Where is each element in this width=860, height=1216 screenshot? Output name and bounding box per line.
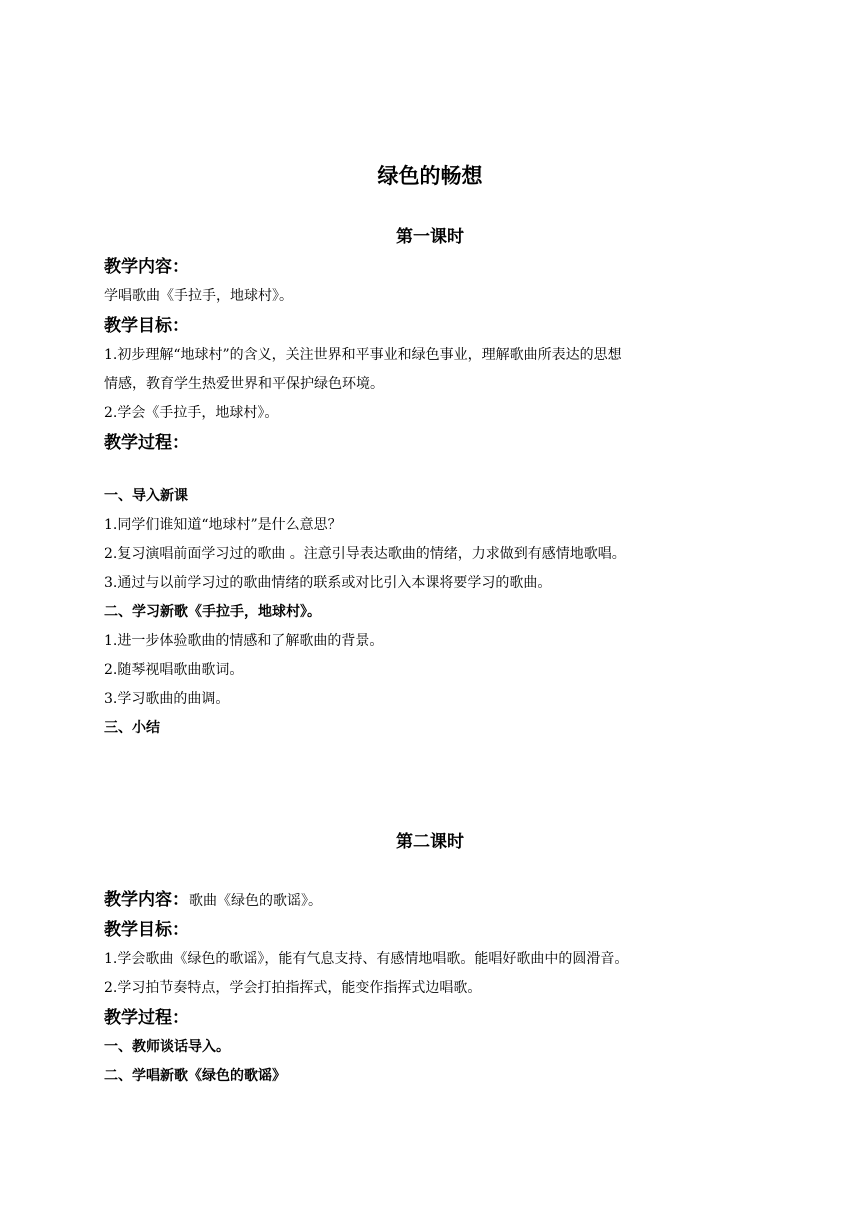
lesson-2-content-row [104, 885, 764, 915]
document-title: 绿色的畅想 [377, 164, 483, 188]
lesson-2-heading: 第二课时 [396, 832, 464, 852]
list-item: 1.进一步体验歌曲的情感和了解歌曲的背景。 [104, 633, 384, 649]
lesson-1-content-label: 教学内容： [104, 257, 189, 277]
list-item: 1.同学们谁知道“地球村”是什么意思？ [104, 517, 342, 533]
lesson-2-content-label: 教学内容： [104, 890, 189, 910]
lesson-1-process [104, 482, 764, 743]
lesson-2-section-2-title: 二、学唱新歌《绿色的歌谣》 [104, 1068, 286, 1084]
lesson-2-goal-2: 2.学习拍节奏特点，学会打拍指挥式，能变作指挥式边唱歌。 [104, 980, 482, 996]
lesson-2-goals-label: 教学目标： [104, 920, 189, 940]
lesson-2-content-text: 歌曲《绿色的歌谣》。 [189, 893, 322, 909]
list-item: 2.随琴视唱歌曲歌词。 [104, 662, 244, 678]
lesson-1-goal-1-line-1: 1.初步理解“地球村”的含义，关注世界和平事业和绿色事业，理解歌曲所表达的思想 [104, 347, 622, 363]
lesson-1-process-label: 教学过程： [104, 433, 189, 453]
lesson-1-content-text: 学唱歌曲《手拉手，地球村》。 [104, 288, 293, 304]
list-item: 3.通过与以前学习过的歌曲情绪的联系或对比引入本课将要学习的歌曲。 [104, 575, 552, 591]
lesson-1-body [104, 252, 764, 458]
lesson-2-process-label: 教学过程： [104, 1008, 189, 1028]
lesson-2-body [104, 885, 764, 1091]
list-item: 2.复习演唱前面学习过的歌曲 。注意引导表达歌曲的情绪，力求做到有感情地歌唱。 [104, 546, 626, 562]
lesson-2-section-1-title: 一、教师谈话导入。 [104, 1039, 230, 1055]
lesson-1-goal-2: 2.学会《手拉手，地球村》。 [104, 405, 279, 421]
lesson-1-goals-label: 教学目标： [104, 316, 189, 336]
lesson-1-section-3-title: 三、小结 [104, 720, 160, 736]
lesson-1-heading: 第一课时 [396, 227, 464, 247]
list-item: 3.学习歌曲的曲调。 [104, 691, 230, 707]
lesson-1-section-1-title: 一、导入新课 [104, 488, 188, 504]
lesson-2-goal-1: 1.学会歌曲《绿色的歌谣》，能有气息支持、有感情地唱歌。能唱好歌曲中的圆滑音。 [104, 951, 629, 967]
lesson-1-section-2-title: 二、学习新歌《手拉手，地球村》。 [104, 604, 321, 620]
lesson-1-goal-1-line-2: 情感，教育学生热爱世界和平保护绿色环境。 [104, 376, 384, 392]
